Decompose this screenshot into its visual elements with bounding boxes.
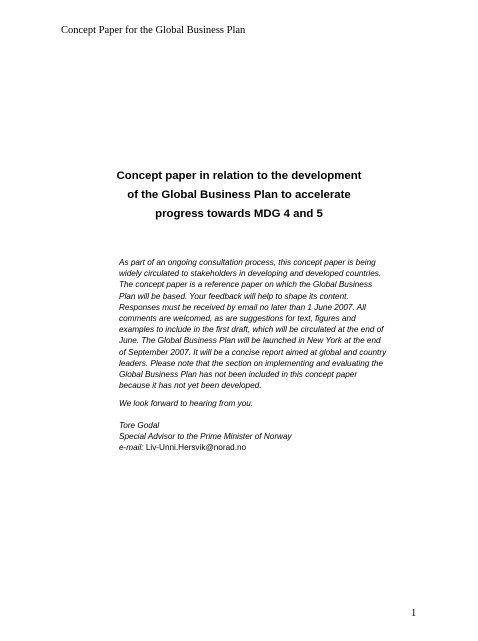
document-title xyxy=(80,167,398,224)
paragraph-line: As part of an ongoing consultation process, this concept paper is being xyxy=(119,258,376,267)
signature-block xyxy=(119,420,292,454)
paragraph-line: The concept paper is a reference paper on which the Global Business xyxy=(119,280,373,290)
paragraph-line: widely circulated to stakeholders in developing and developed countries. xyxy=(119,269,382,279)
paragraph-line: Responses must be received by email no later than 1 June 2007. All xyxy=(119,302,366,312)
email-line xyxy=(119,442,292,453)
paragraph-line: Plan will be based. Your feedback will help to shape its content. xyxy=(119,291,349,301)
closing-line: We look forward to hearing from you. xyxy=(119,399,254,408)
page-number: 1 xyxy=(411,608,417,619)
email-address: Liv-Unni.Hersvik@norad.no xyxy=(145,443,247,453)
paragraph-line: Global Business Plan has not been included in this concept paper xyxy=(119,370,358,380)
paragraph-line: June. The Global Business Plan will be launched in New York at the end xyxy=(119,336,381,346)
title-line: Concept paper in relation to the development xyxy=(116,170,362,182)
paragraph-line: of September 2007. It will be a concise report aimed at global and country xyxy=(119,347,387,357)
signatory-role: Special Advisor to the Prime Minister of Norway xyxy=(119,432,292,442)
paragraph-line: comments are welcomed, as are suggestions for text, figures and xyxy=(119,314,356,324)
email-label: e-mail: xyxy=(119,443,146,453)
title-line: of the Global Business Plan to accelerate xyxy=(127,189,351,201)
running-header: Concept Paper for the Global Business Plan xyxy=(61,25,246,36)
intro-paragraph xyxy=(119,257,429,391)
paragraph-line: examples to include in the first draft, which will be circulated at the end of xyxy=(119,325,384,335)
title-line: progress towards MDG 4 and 5 xyxy=(155,208,323,220)
signatory-name: Tore Godal xyxy=(119,421,160,430)
paragraph-line: because it has not yet been developed. xyxy=(119,381,262,391)
paragraph-line: leaders. Please note that the section on implementing and evaluating the xyxy=(119,358,383,368)
